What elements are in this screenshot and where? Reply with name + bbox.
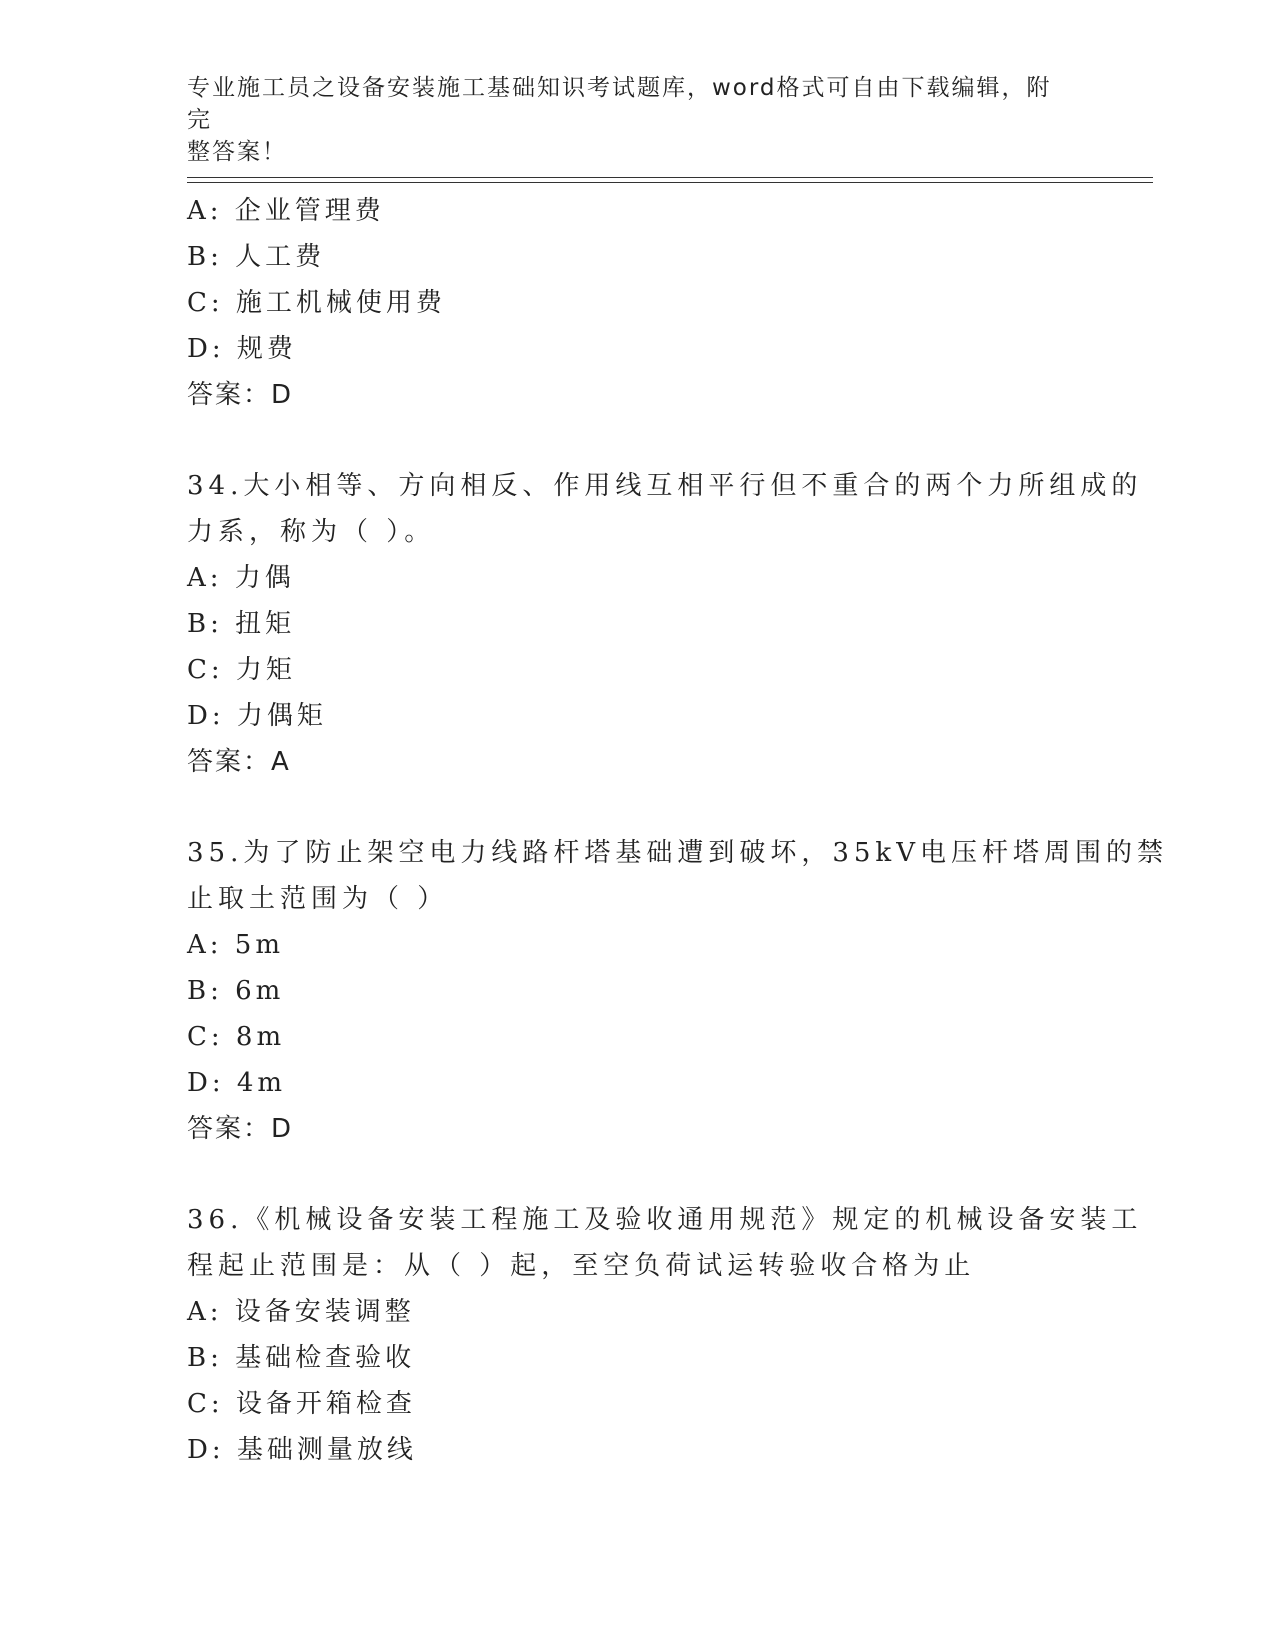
option-b: B: 扭矩 (187, 609, 296, 639)
option-a: A: 5m (187, 930, 284, 960)
question-stem-line-1: 35.为了防止架空电力线路杆塔基础遭到破坏，35kV电压杆塔周围的禁 (187, 838, 1168, 868)
answer: 答案：D (187, 380, 294, 410)
option-b: B: 人工费 (187, 242, 326, 272)
option-b: B: 基础检查验收 (187, 1343, 416, 1373)
option-c: C: 8m (187, 1022, 286, 1052)
question-35 (187, 830, 1168, 1152)
option-a: A: 企业管理费 (187, 196, 385, 226)
document-header (187, 72, 1067, 168)
answer: 答案：D (187, 1114, 294, 1144)
header-rule-top (187, 177, 1153, 178)
question-list (187, 188, 1168, 1473)
question-stem-line-1: 34.大小相等、方向相反、作用线互相平行但不重合的两个力所组成的 (187, 471, 1143, 501)
spacer (187, 418, 1087, 463)
option-b: B: 6m (187, 976, 285, 1006)
option-c: C: 设备开箱检查 (187, 1389, 416, 1419)
question-36 (187, 1197, 1143, 1473)
question-34 (187, 463, 1143, 785)
option-a: A: 设备安装调整 (187, 1297, 415, 1327)
spacer (187, 785, 1087, 830)
option-c: C: 力矩 (187, 655, 296, 685)
option-c: C: 施工机械使用费 (187, 288, 446, 318)
header-line-2: 整答案！ (187, 139, 287, 165)
question-stem-line-2: 止取土范围为（ ） (187, 884, 449, 914)
option-d: D: 4m (187, 1068, 287, 1098)
question-stem-line-1: 36.《机械设备安装工程施工及验收通用规范》规定的机械设备安装工 (187, 1205, 1143, 1235)
header-rule-bottom (187, 182, 1153, 183)
header-line-1: 专业施工员之设备安装施工基础知识考试题库，word格式可自由下载编辑，附完 (187, 75, 1052, 133)
question-stem-line-2: 程起止范围是：从（ ）起，至空负荷试运转验收合格为止 (187, 1251, 976, 1281)
option-d: D: 力偶矩 (187, 701, 327, 731)
answer: 答案：A (187, 747, 291, 777)
spacer (187, 1152, 1087, 1197)
option-a: A: 力偶 (187, 563, 295, 593)
question-stem-line-2: 力系，称为（ ）。 (187, 517, 436, 547)
question-33 (187, 188, 1087, 418)
option-d: D: 基础测量放线 (187, 1435, 417, 1465)
option-d: D: 规费 (187, 334, 297, 364)
